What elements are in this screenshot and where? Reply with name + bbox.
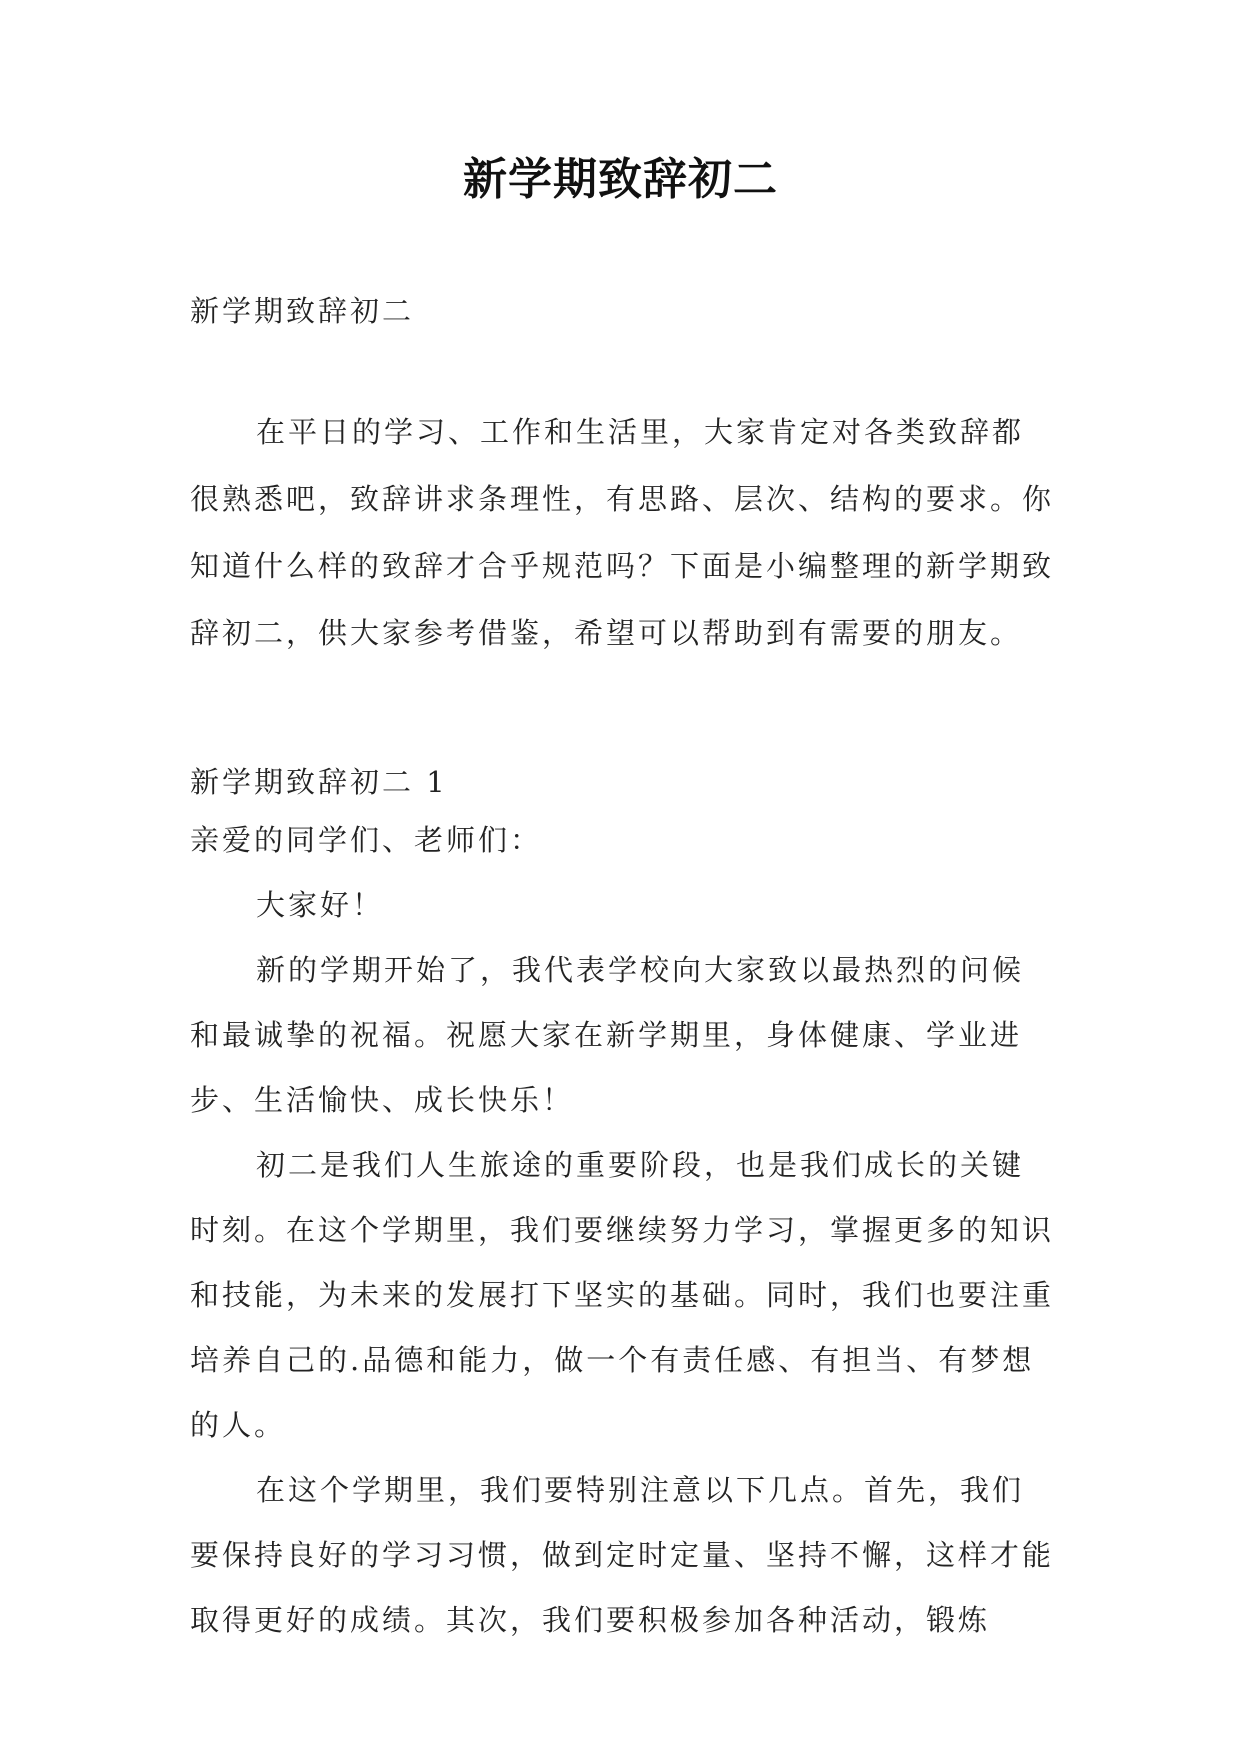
body-paragraph: 初二是我们人生旅途的重要阶段，也是我们成长的关键时刻。在这个学期里，我们要继续努力学习，掌握更多的知识和技能，为未来的发展打下坚实的基础。同时，我们也要注重培养自己的.品德和能力，做一个有责任感、有担当、有梦想的人。 [190,1148,1055,1442]
document-title: 新学期致辞初二 [463,154,778,205]
body-paragraph: 新的学期开始了，我代表学校向大家致以最热烈的问候和最诚挚的祝福。祝愿大家在新学期里，身体健康、学业进步、生活愉快、成长快乐！ [190,953,1025,1117]
letter-body [190,808,1055,1653]
intro-paragraph: 在平日的学习、工作和生活里，大家肯定对各类致辞都很熟悉吧，致辞讲求条理性，有思路、层次、结构的要求。你知道什么样的致辞才合乎规范吗？下面是小编整理的新学期致辞初二，供大家参考借鉴，希望可以帮助到有需要的朋友。 [190,415,1055,650]
document-subtitle: 新学期致辞初二 [190,294,415,328]
greeting: 大家好！ [256,888,385,922]
section-heading: 新学期致辞初二 1 [190,765,448,799]
salutation: 亲爱的同学们、老师们： [190,823,543,857]
body-paragraph: 在这个学期里，我们要特别注意以下几点。首先，我们要保持良好的学习习惯，做到定时定量、坚持不懈，这样才能取得更好的成绩。其次，我们要积极参加各种活动，锻炼 [190,1473,1055,1637]
